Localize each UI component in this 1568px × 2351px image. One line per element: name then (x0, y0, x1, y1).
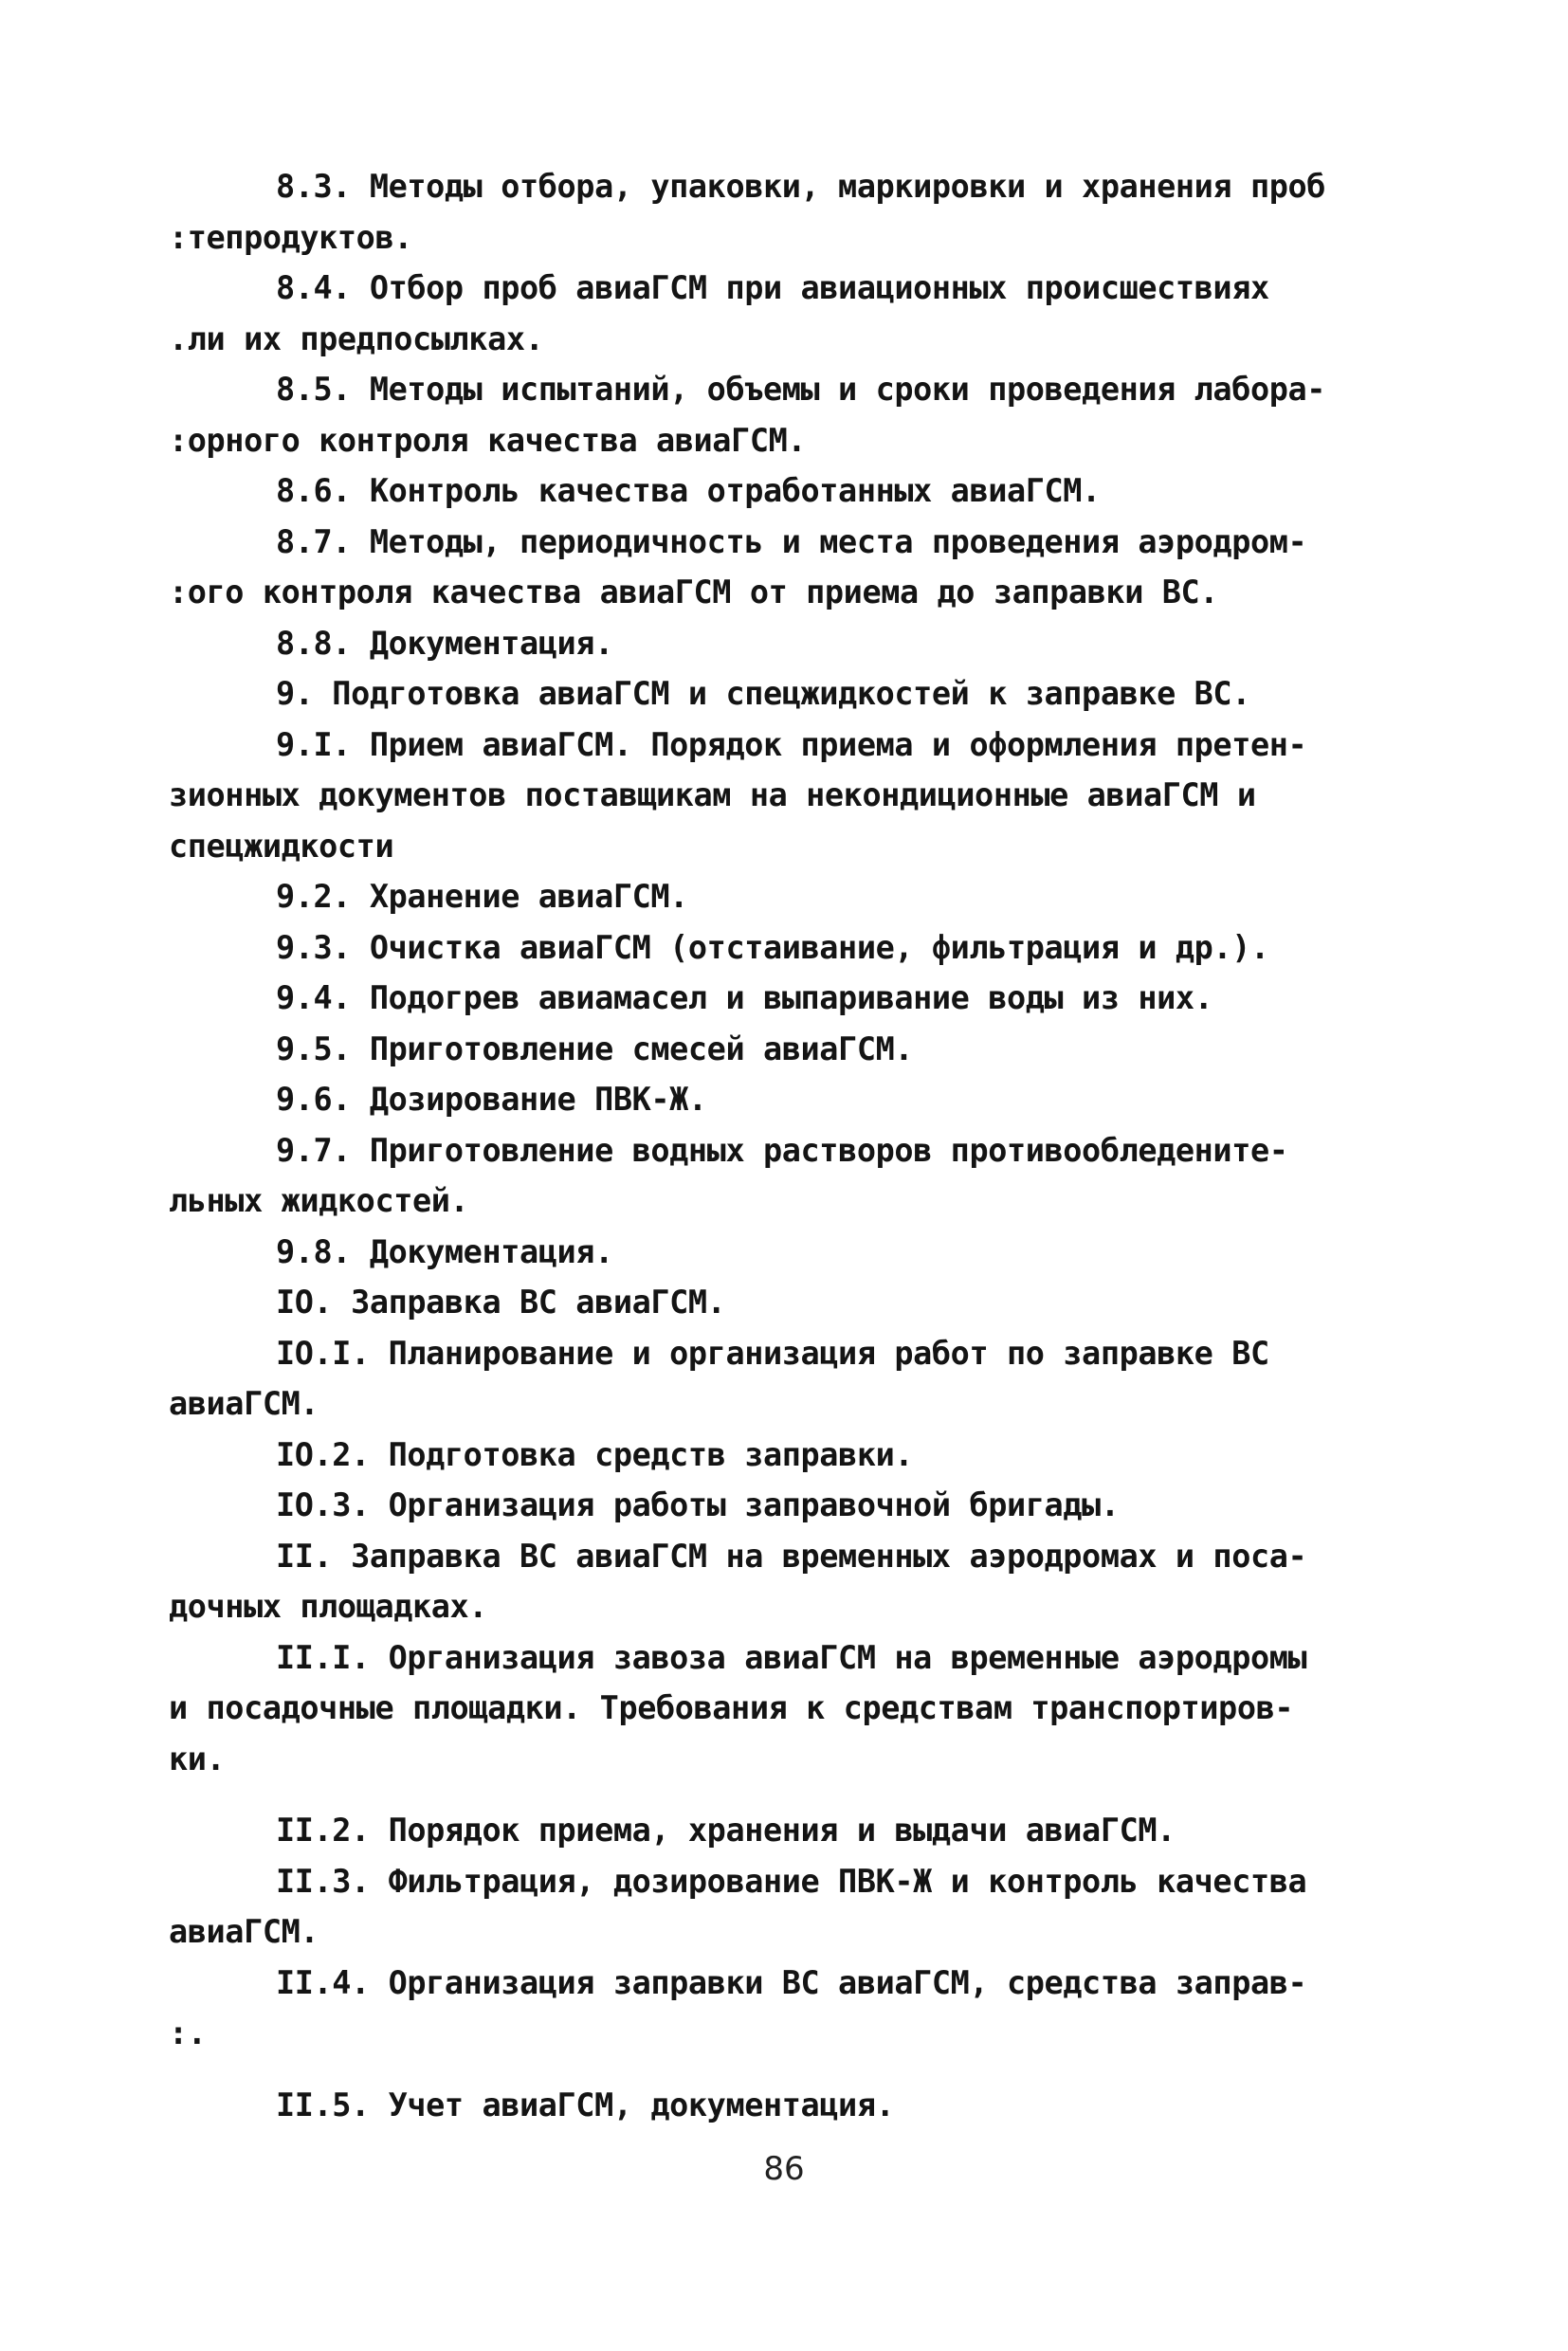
toc-entry-11-continuation: дочных площадках. (169, 1588, 488, 1625)
toc-entry-11-1: II.I. Организация завоза авиаГСМ на временные аэродромы (276, 1638, 1307, 1676)
toc-entry-9-8: 9.8. Документация. (276, 1232, 613, 1270)
toc-entry-8-7: 8.7. Методы, периодичность и места проведения аэродром- (276, 522, 1307, 560)
toc-entry-8-4-continuation: .ли их предпосылках. (169, 319, 544, 357)
toc-entry-8-6: 8.6. Контроль качества отработанных авиаГСМ. (276, 472, 1101, 509)
toc-entry-11-4: II.4. Организация заправки ВС авиаГСМ, средства заправ- (276, 1963, 1307, 2001)
toc-entry-9-6: 9.6. Дозирование ПВК-Ж. (276, 1081, 707, 1118)
toc-entry-9-4: 9.4. Подогрев авиамасел и выпаривание воды из них. (276, 979, 1213, 1016)
page-number: 86 (763, 2150, 805, 2188)
toc-entry-9-1-continuation: спецжидкости (169, 827, 394, 865)
toc-entry-11: II. Заправка ВС авиаГСМ на временных аэродромах и поса- (276, 1537, 1307, 1575)
toc-entry-9-7: 9.7. Приготовление водных растворов противообледените- (276, 1131, 1288, 1169)
toc-entry-8-8: 8.8. Документация. (276, 624, 613, 662)
toc-entry-9-1: 9.I. Прием авиаГСМ. Порядок приема и оформления претен- (276, 725, 1307, 763)
toc-entry-11-3: II.3. Фильтрация, дозирование ПВК-Ж и контроль качества (276, 1862, 1307, 1900)
toc-entry-10-3: IO.3. Организация работы заправочной бригады. (276, 1486, 1120, 1523)
toc-entry-8-4: 8.4. Отбор проб авиаГСМ при авиационных происшествиях (276, 269, 1269, 306)
table-of-contents (169, 161, 1420, 2130)
toc-entry-11-1-continuation: и посадочные площадки. Требования к средствам транспортиров- (169, 1689, 1294, 1726)
toc-entry-11-3-continuation: авиаГСМ. (169, 1913, 319, 1950)
toc-entry-9-5: 9.5. Приготовление смесей авиаГСМ. (276, 1030, 914, 1067)
toc-entry-9-2: 9.2. Хранение авиаГСМ. (276, 878, 688, 915)
toc-entry-10-2: IO.2. Подготовка средств заправки. (276, 1435, 914, 1473)
toc-entry-8-3: 8.3. Методы отбора, упаковки, маркировки и хранения проб (276, 168, 1326, 205)
toc-entry-11-5: II.5. Учет авиаГСМ, документация. (276, 2086, 895, 2123)
toc-entry-9: 9. Подготовка авиаГСМ и спецжидкостей к заправке ВС. (276, 675, 1250, 712)
toc-entry-10-1: IO.I. Планирование и организация работ по заправке ВС (276, 1334, 1269, 1372)
toc-entry-8-3-continuation: :тепродуктов. (169, 218, 412, 256)
toc-entry-8-7-continuation: :ого контроля качества авиаГСМ от приема до заправки ВС. (169, 574, 1219, 611)
toc-entry-11-4-continuation: :. (169, 2014, 207, 2051)
toc-entry-9-3: 9.3. Очистка авиаГСМ (отстаивание, фильтрация и др.). (276, 928, 1269, 966)
toc-entry-11-1-continuation: ки. (169, 1740, 226, 1777)
toc-entry-9-1-continuation: зионных документов поставщикам на некондиционные авиаГСМ и (169, 776, 1256, 813)
toc-entry-9-7-continuation: льных жидкостей. (169, 1182, 469, 1219)
toc-entry-10: IO. Заправка ВС авиаГСМ. (276, 1284, 726, 1321)
toc-entry-11-2: II.2. Порядок приема, хранения и выдачи авиаГСМ. (276, 1812, 1176, 1849)
toc-entry-8-5: 8.5. Методы испытаний, объемы и сроки проведения лабора- (276, 371, 1326, 408)
toc-entry-8-5-continuation: :орного контроля качества авиаГСМ. (169, 421, 807, 459)
toc-entry-10-1-continuation: авиаГСМ. (169, 1385, 319, 1422)
